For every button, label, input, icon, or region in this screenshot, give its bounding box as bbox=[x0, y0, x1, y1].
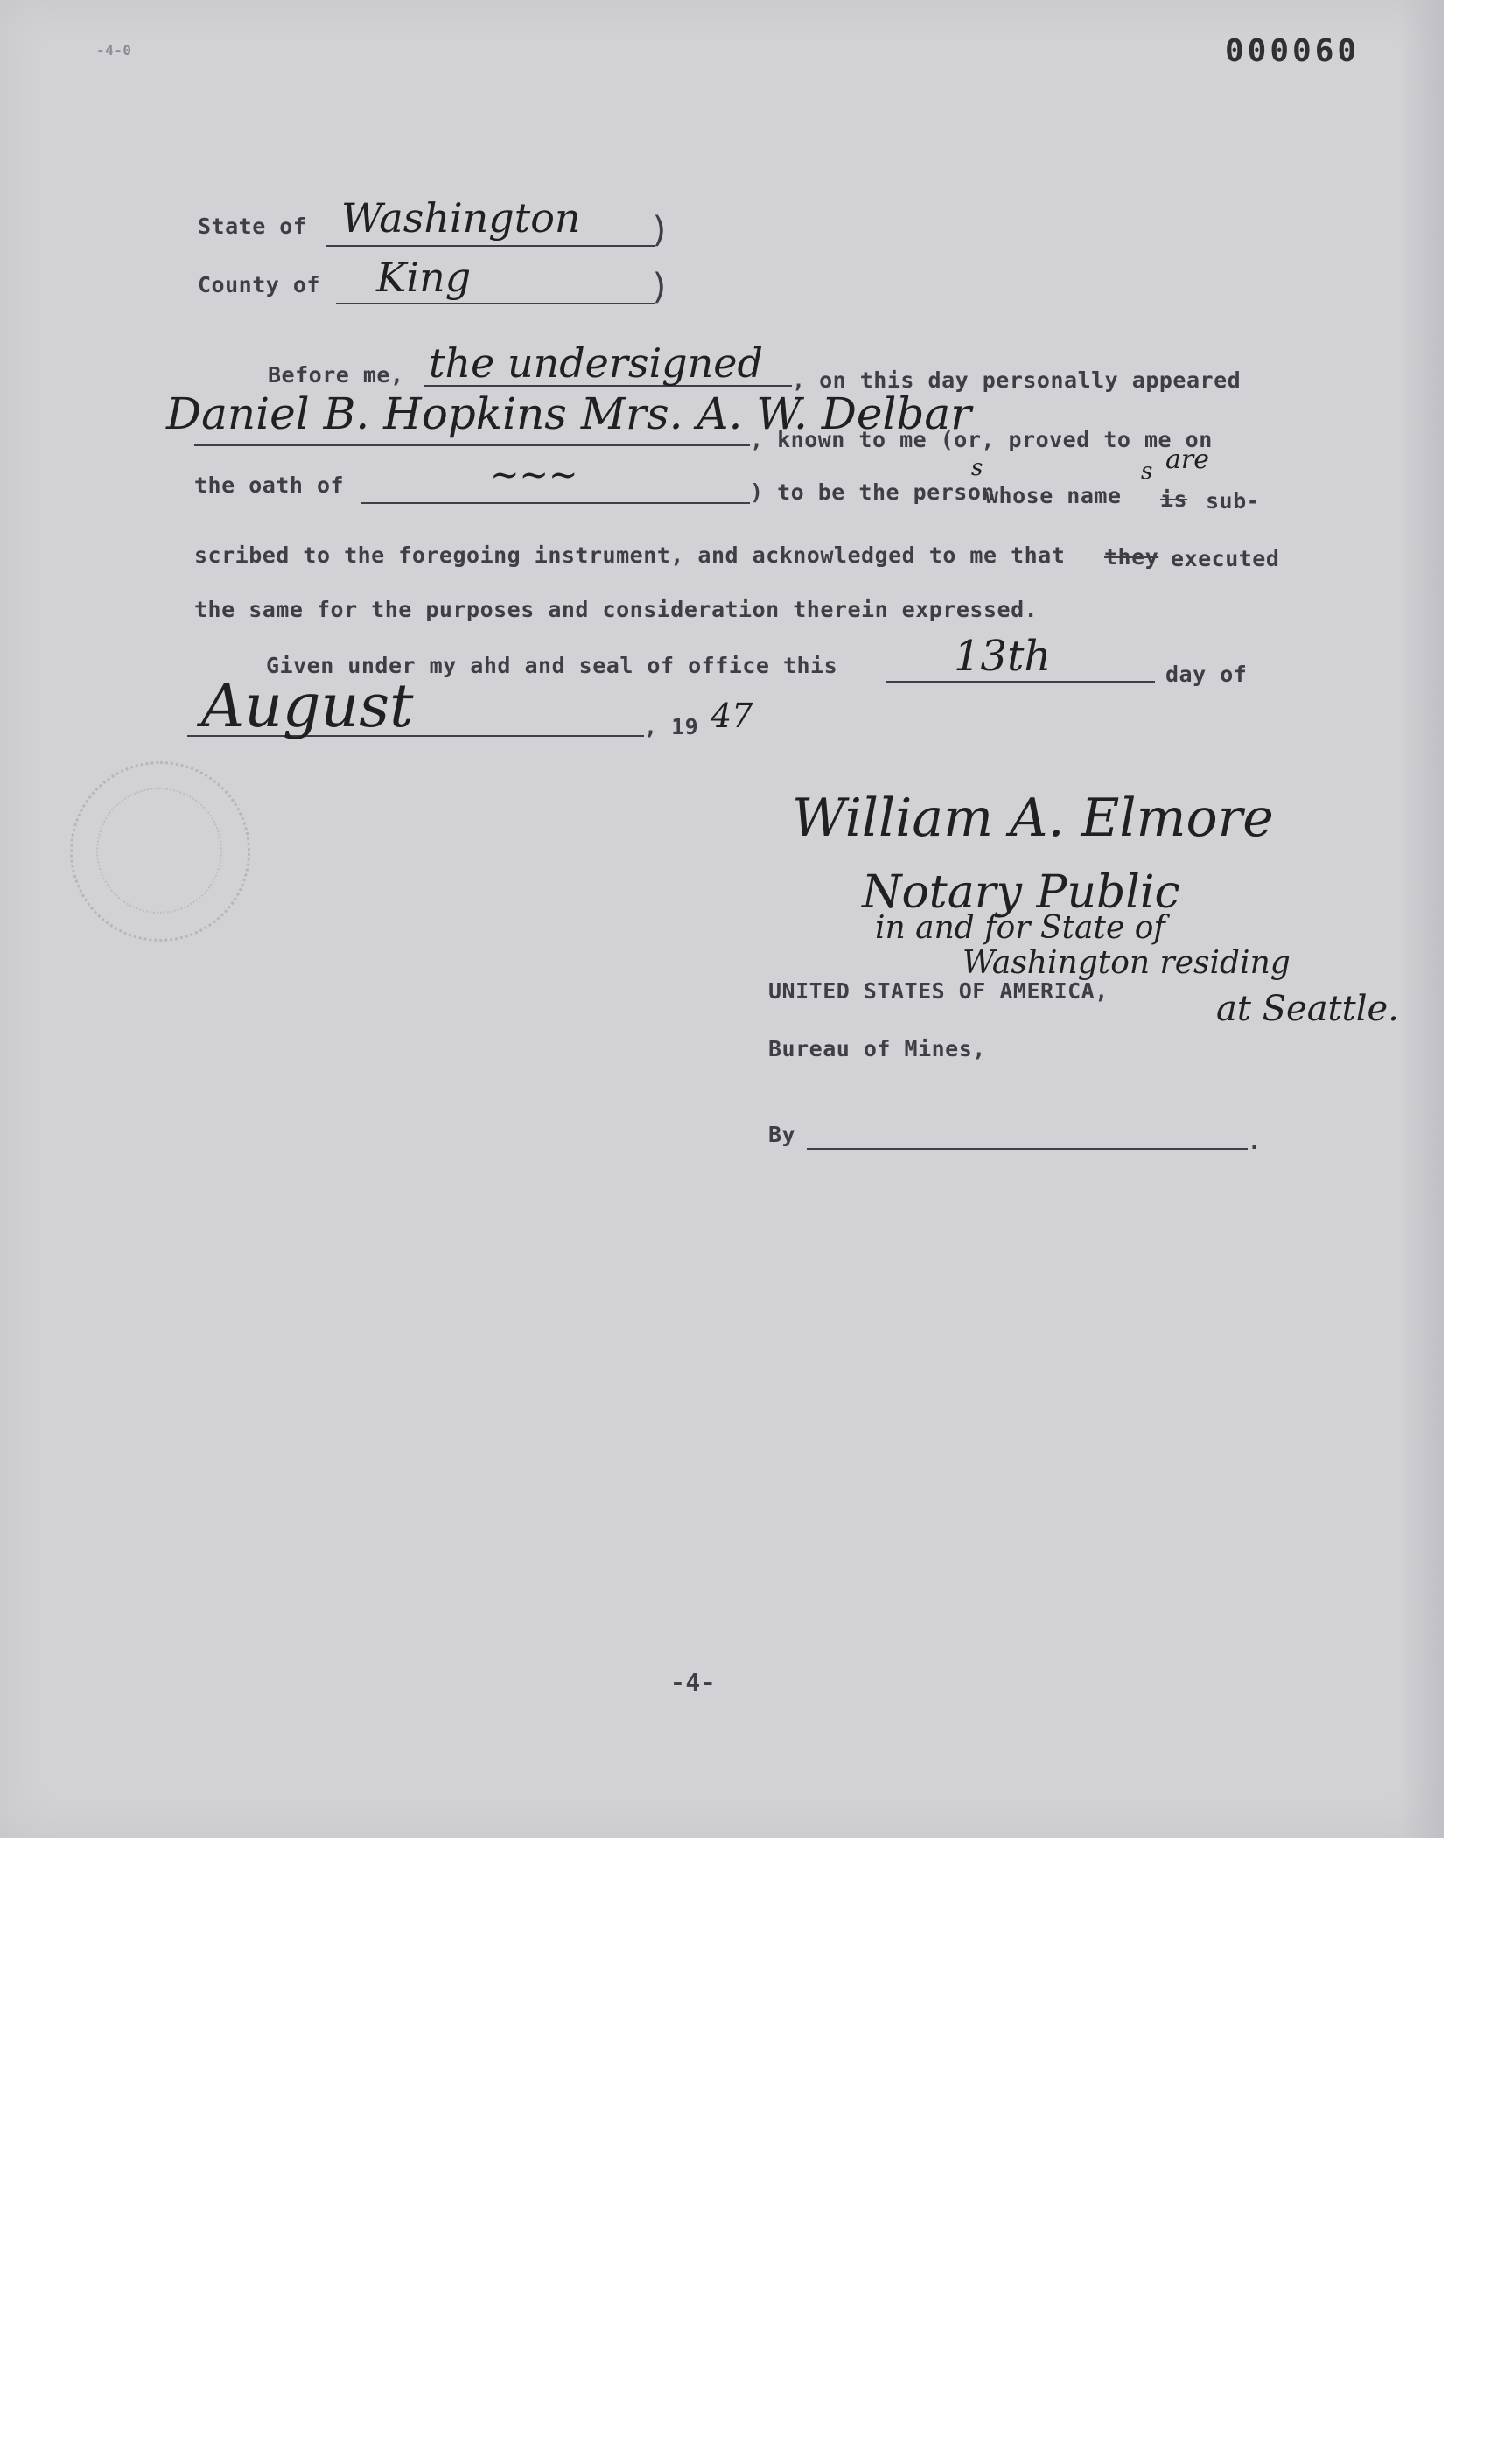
state-brace: ) bbox=[649, 210, 671, 250]
bureau-text: Bureau of Mines, bbox=[768, 1036, 986, 1061]
notary-line-2: in and for State of bbox=[875, 910, 1166, 946]
plural-s-2: s bbox=[1141, 458, 1153, 485]
to-be-text: ) to be the person bbox=[750, 480, 995, 505]
corner-mark: -4-0 bbox=[96, 42, 132, 59]
county-line bbox=[336, 303, 654, 304]
notary-line-4: at Seattle. bbox=[1216, 989, 1399, 1029]
page-edge-shadow bbox=[1400, 0, 1444, 1838]
by-signature-line bbox=[807, 1148, 1248, 1150]
known-text: , known to me (or, proved to me on bbox=[750, 427, 1213, 452]
persons-line bbox=[194, 444, 750, 446]
notary-line-1: Notary Public bbox=[862, 866, 1180, 919]
plural-s-1: s bbox=[971, 455, 984, 481]
state-value: Washington bbox=[341, 194, 581, 242]
oath-scribble: ~~~ bbox=[490, 455, 578, 495]
usa-text: UNITED STATES OF AMERICA, bbox=[768, 978, 1109, 1004]
month-value: August bbox=[201, 672, 414, 741]
whose-name-text: whose name bbox=[985, 483, 1122, 508]
they-struck: they bbox=[1104, 544, 1159, 570]
year-prefix: , 19 bbox=[644, 714, 699, 739]
purposes-text: the same for the purposes and consideration therein expressed. bbox=[194, 597, 1039, 622]
executed-text: executed bbox=[1171, 546, 1280, 571]
persons-names: Daniel B. Hopkins Mrs. A. W. Delbar bbox=[166, 388, 972, 439]
state-line bbox=[326, 245, 654, 247]
notary-line-3: Washington residing bbox=[962, 945, 1291, 981]
are-insert: are bbox=[1166, 444, 1209, 475]
document-number: 000060 bbox=[1225, 33, 1361, 69]
county-label: County of bbox=[198, 272, 320, 298]
state-label: State of bbox=[198, 214, 307, 239]
oath-line bbox=[360, 502, 750, 504]
day-of-text: day of bbox=[1166, 662, 1248, 687]
before-me-text: Before me, bbox=[268, 362, 404, 388]
given-text: Given under my ahd and seal of office this bbox=[266, 653, 838, 678]
day-line bbox=[886, 681, 1155, 682]
sub-text: sub- bbox=[1206, 488, 1261, 514]
page-number: -4- bbox=[670, 1668, 717, 1697]
oath-label: the oath of bbox=[194, 472, 345, 498]
county-value: King bbox=[376, 254, 472, 301]
notary-seal-inner-ring bbox=[96, 788, 222, 914]
appeared-text: , on this day personally appeared bbox=[792, 368, 1242, 393]
officer-name: the undersigned bbox=[429, 340, 763, 387]
is-struck: is bbox=[1160, 486, 1188, 512]
by-label: By bbox=[768, 1122, 796, 1147]
year-value: 47 bbox=[710, 696, 753, 735]
county-brace: ) bbox=[649, 267, 671, 307]
day-value: 13th bbox=[954, 632, 1052, 681]
notary-signature: William A. Elmore bbox=[792, 788, 1274, 849]
scribed-text: scribed to the foregoing instrument, and acknowledged to me that bbox=[194, 542, 1066, 568]
by-period: . bbox=[1248, 1129, 1262, 1154]
